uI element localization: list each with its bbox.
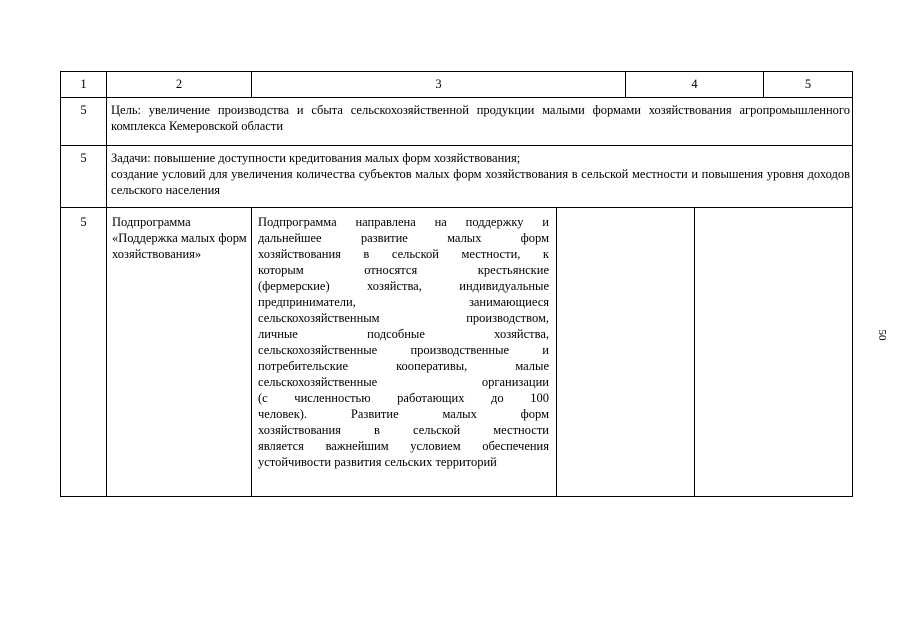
description-line: Подпрограмма направлена на поддержку и <box>258 215 549 229</box>
header-col-3: 3 <box>252 72 626 97</box>
description-line: сельскохозяйственные производственные и <box>258 343 549 357</box>
description-line: (фермерские) хозяйства, индивидуальные <box>258 279 549 293</box>
header-col-5: 5 <box>804 77 812 91</box>
description-line: хозяйствования в сельской местности, к <box>258 247 549 261</box>
goal-text: Цель: увеличение производства и сбыта сельскохозяйственной продукции малыми формами хозяйствования агропромышленного комплекса Кемеровской области <box>111 103 850 133</box>
goal-row <box>60 98 853 146</box>
tasks-row-number: 5 <box>61 146 107 207</box>
description-line: устойчивости развития сельских территорий <box>258 455 497 469</box>
description-line: которым относятся крестьянские <box>258 263 549 277</box>
header-col-2: 2 <box>107 72 252 97</box>
program-col-4 <box>557 208 695 496</box>
program-name: Подпрограмма «Поддержка малых форм хозяйствования» <box>107 208 252 496</box>
table-header-row <box>60 71 853 98</box>
tasks-line-1: Задачи: повышение доступности кредитования малых форм хозяйствования; <box>111 151 521 165</box>
description-line: личные подсобные хозяйства, <box>258 327 549 341</box>
goal-row-number: 5 <box>61 98 107 145</box>
program-col-5 <box>695 208 852 496</box>
header-col-4: 4 <box>626 72 764 97</box>
tasks-row <box>60 146 853 208</box>
description-line: предприниматели, занимающиеся <box>258 295 549 309</box>
description-line: сельскохозяйственные организации <box>258 375 549 389</box>
description-line: дальнейшее развитие малых форм <box>258 231 549 245</box>
header-col-1: 1 <box>61 72 107 97</box>
description-line: хозяйствования в сельской местности <box>258 423 549 437</box>
page-number: 50 <box>876 329 888 341</box>
description-line: потребительские кооперативы, малые <box>258 359 549 373</box>
description-line: человек). Развитие малых форм <box>258 407 549 421</box>
tasks-line-2: создание условий для увеличения количества субъектов малых форм хозяйствования в сельской местности и повышения уровня доходов сельского населения <box>111 167 850 197</box>
program-row <box>60 208 853 497</box>
program-description <box>252 208 557 496</box>
description-line: сельскохозяйственным производством, <box>258 311 549 325</box>
description-line: (с численностью работающих до 100 <box>258 391 549 405</box>
description-line: является важнейшим условием обеспечения <box>258 439 549 453</box>
program-row-number: 5 <box>61 208 107 496</box>
tasks-text <box>107 146 852 207</box>
